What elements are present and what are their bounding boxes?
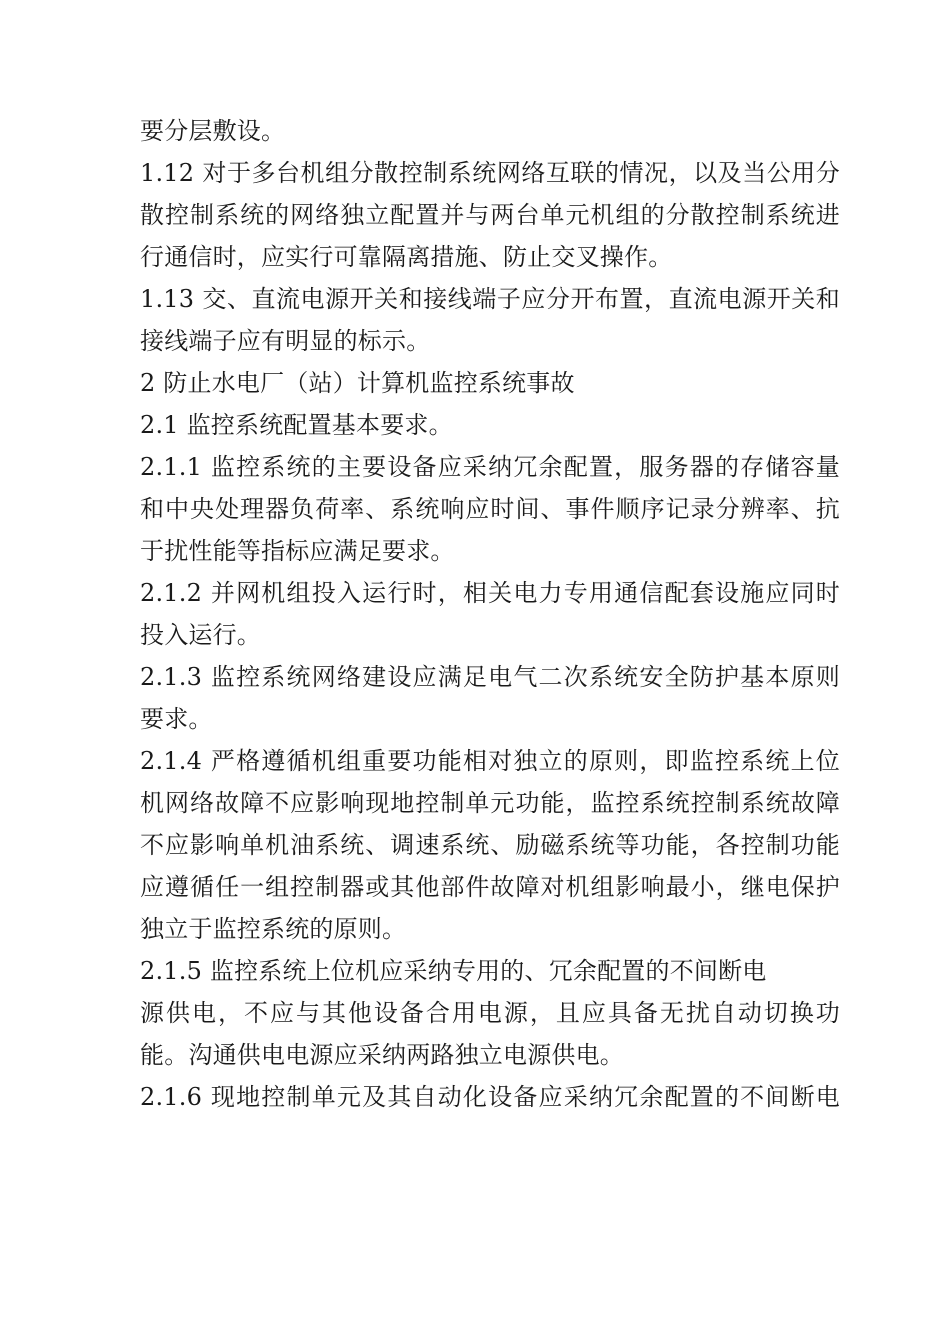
- text-line: 应遵循任一组控制器或其他部件故障对机组影响最小，继电保护: [140, 873, 840, 901]
- document-body: [140, 110, 840, 1118]
- text-line: 投入运行。: [140, 621, 261, 649]
- text-line: 2.1.4 严格遵循机组重要功能相对独立的原则，即监控系统上位: [140, 747, 840, 775]
- text-line: 行通信时，应实行可靠隔离措施、防止交叉操作。: [140, 243, 673, 271]
- text-line: 源供电，不应与其他设备合用电源，且应具备无扰自动切换功: [140, 999, 840, 1027]
- text-line: 独立于监控系统的原则。: [140, 915, 407, 943]
- text-line: 不应影响单机油系统、调速系统、励磁系统等功能，各控制功能: [140, 831, 840, 859]
- text-line: 能。沟通供电电源应采纳两路独立电源供电。: [140, 1041, 624, 1069]
- text-line: 接线端子应有明显的标示。: [140, 327, 431, 355]
- text-line: 2.1.2 并网机组投入运行时，相关电力专用通信配套设施应同时: [140, 579, 840, 607]
- text-line: 1.12 对于多台机组分散控制系统网络互联的情况，以及当公用分: [140, 159, 840, 187]
- text-line: 2.1.5 监控系统上位机应采纳专用的、冗余配置的不间断电: [140, 957, 767, 985]
- text-line: 要求。: [140, 705, 213, 733]
- text-line: 2.1.6 现地控制单元及其自动化设备应采纳冗余配置的不间断电: [140, 1083, 840, 1111]
- text-line: 1.13 交、直流电源开关和接线端子应分开布置，直流电源开关和: [140, 285, 840, 313]
- text-line: 散控制系统的网络独立配置并与两台单元机组的分散控制系统进: [140, 201, 840, 229]
- section-heading: 2 防止水电厂（站）计算机监控系统事故: [140, 369, 575, 397]
- text-line: 于扰性能等指标应满足要求。: [140, 537, 455, 565]
- text-line: 2.1.1 监控系统的主要设备应采纳冗余配置，服务器的存储容量: [140, 453, 840, 481]
- text-line: 2.1.3 监控系统网络建设应满足电气二次系统安全防护基本原则: [140, 663, 840, 691]
- text-line: 机网络故障不应影响现地控制单元功能，监控系统控制系统故障: [140, 789, 840, 817]
- subsection-heading: 2.1 监控系统配置基本要求。: [140, 411, 453, 439]
- text-line: 和中央处理器负荷率、系统响应时间、事件顺序记录分辨率、抗: [140, 495, 840, 523]
- text-line: 要分层敷设。: [140, 117, 286, 145]
